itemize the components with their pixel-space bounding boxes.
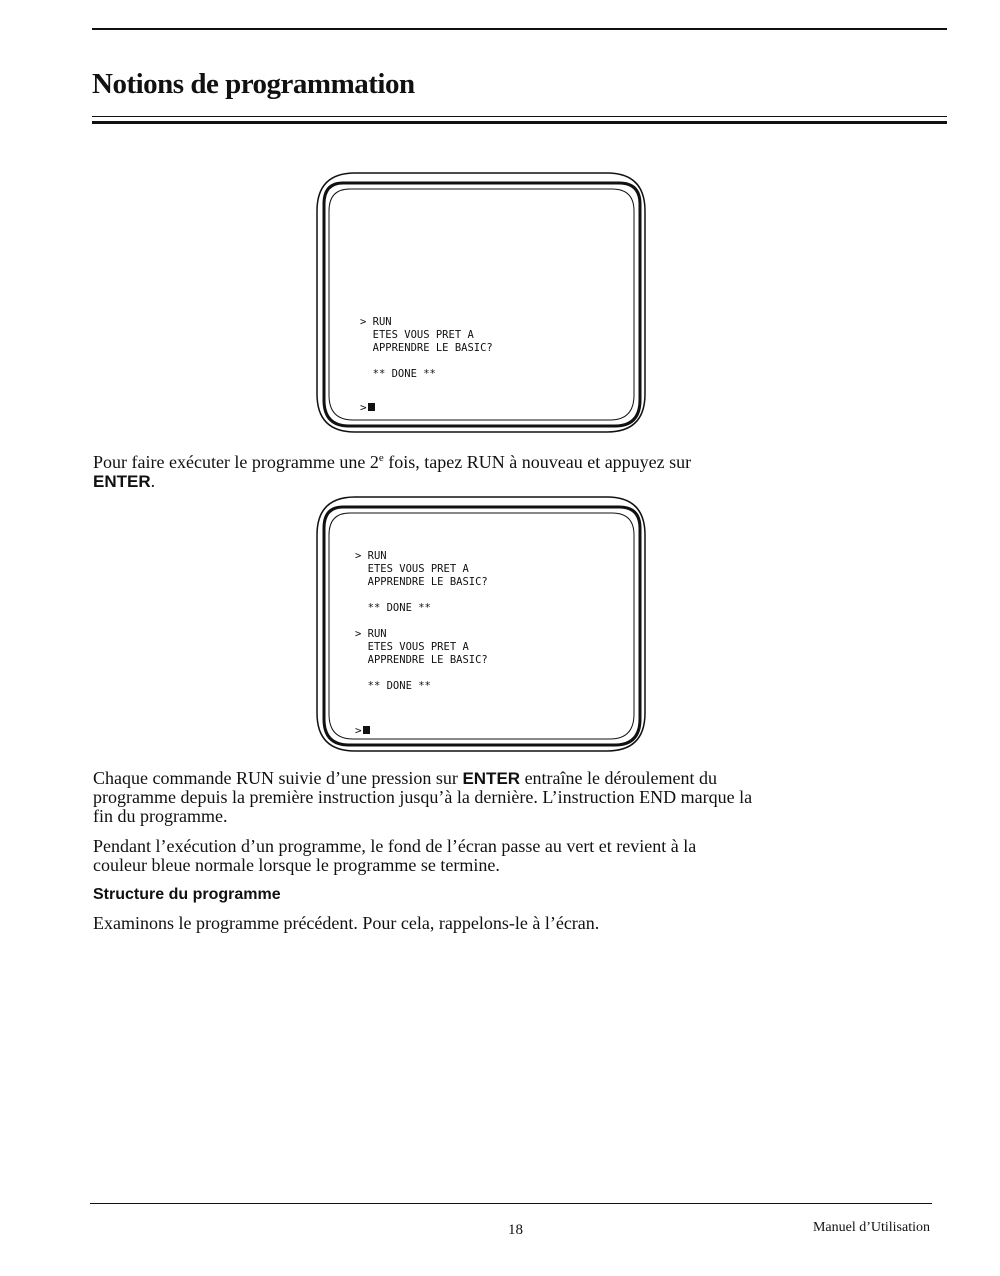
enter-key-label: ENTER — [93, 472, 151, 491]
paragraph-text: . — [150, 471, 156, 491]
prompt-symbol: > — [360, 401, 367, 414]
header-title-underline — [92, 116, 947, 117]
footer-rule — [90, 1203, 932, 1204]
paragraph-text: Chaque commande RUN suivie d’une pression sur — [93, 768, 463, 788]
command-prompt-2 — [355, 724, 370, 737]
terminal-output-2: > RUN ETES VOUS PRET A APPRENDRE LE BASIC? ** DONE ** > RUN ETES VOUS PRET A APPRENDRE LE BASIC? ** DONE ** — [355, 550, 488, 692]
page-title: Notions de programmation — [92, 68, 415, 100]
prompt-symbol: > — [355, 724, 362, 737]
paragraph-run-explanation — [93, 769, 763, 826]
screen-illustration-1 — [315, 171, 647, 434]
header-top-rule — [92, 28, 947, 30]
screen-illustration-2 — [315, 495, 647, 753]
manual-name: Manuel d’Utilisation — [812, 1220, 930, 1235]
section-heading: Structure du programme — [93, 886, 281, 903]
cursor-icon — [363, 726, 370, 734]
superscript: e — [378, 452, 384, 464]
section-paragraph: Examinons le programme précédent. Pour cela, rappelons-le à l’écran. — [93, 913, 600, 933]
paragraph-screen-color: Pendant l’exécution d’un programme, le fond de l’écran passe au vert et revient à la couleur bleue normale lorsque le programme se termine. — [93, 836, 697, 875]
paragraph-text: Pour faire exécuter le programme une 2 — [93, 452, 379, 472]
monitor-frame-1 — [315, 171, 647, 434]
cursor-icon — [368, 403, 375, 411]
header-title-underline-thick — [92, 121, 947, 124]
command-prompt-1 — [360, 401, 375, 414]
page-number: 18 — [508, 1222, 523, 1238]
enter-key-label: ENTER — [462, 769, 521, 788]
paragraph-run-again — [93, 449, 733, 491]
terminal-output-1: > RUN ETES VOUS PRET A APPRENDRE LE BASIC? ** DONE ** — [360, 316, 493, 380]
paragraph-text: entraîne le déroulement du programme depuis la première instruction jusqu’à la dernière. L’instruction END marque la fin du programme. — [93, 768, 753, 826]
paragraph-text: fois, tapez RUN à nouveau et appuyez sur — [383, 452, 692, 472]
